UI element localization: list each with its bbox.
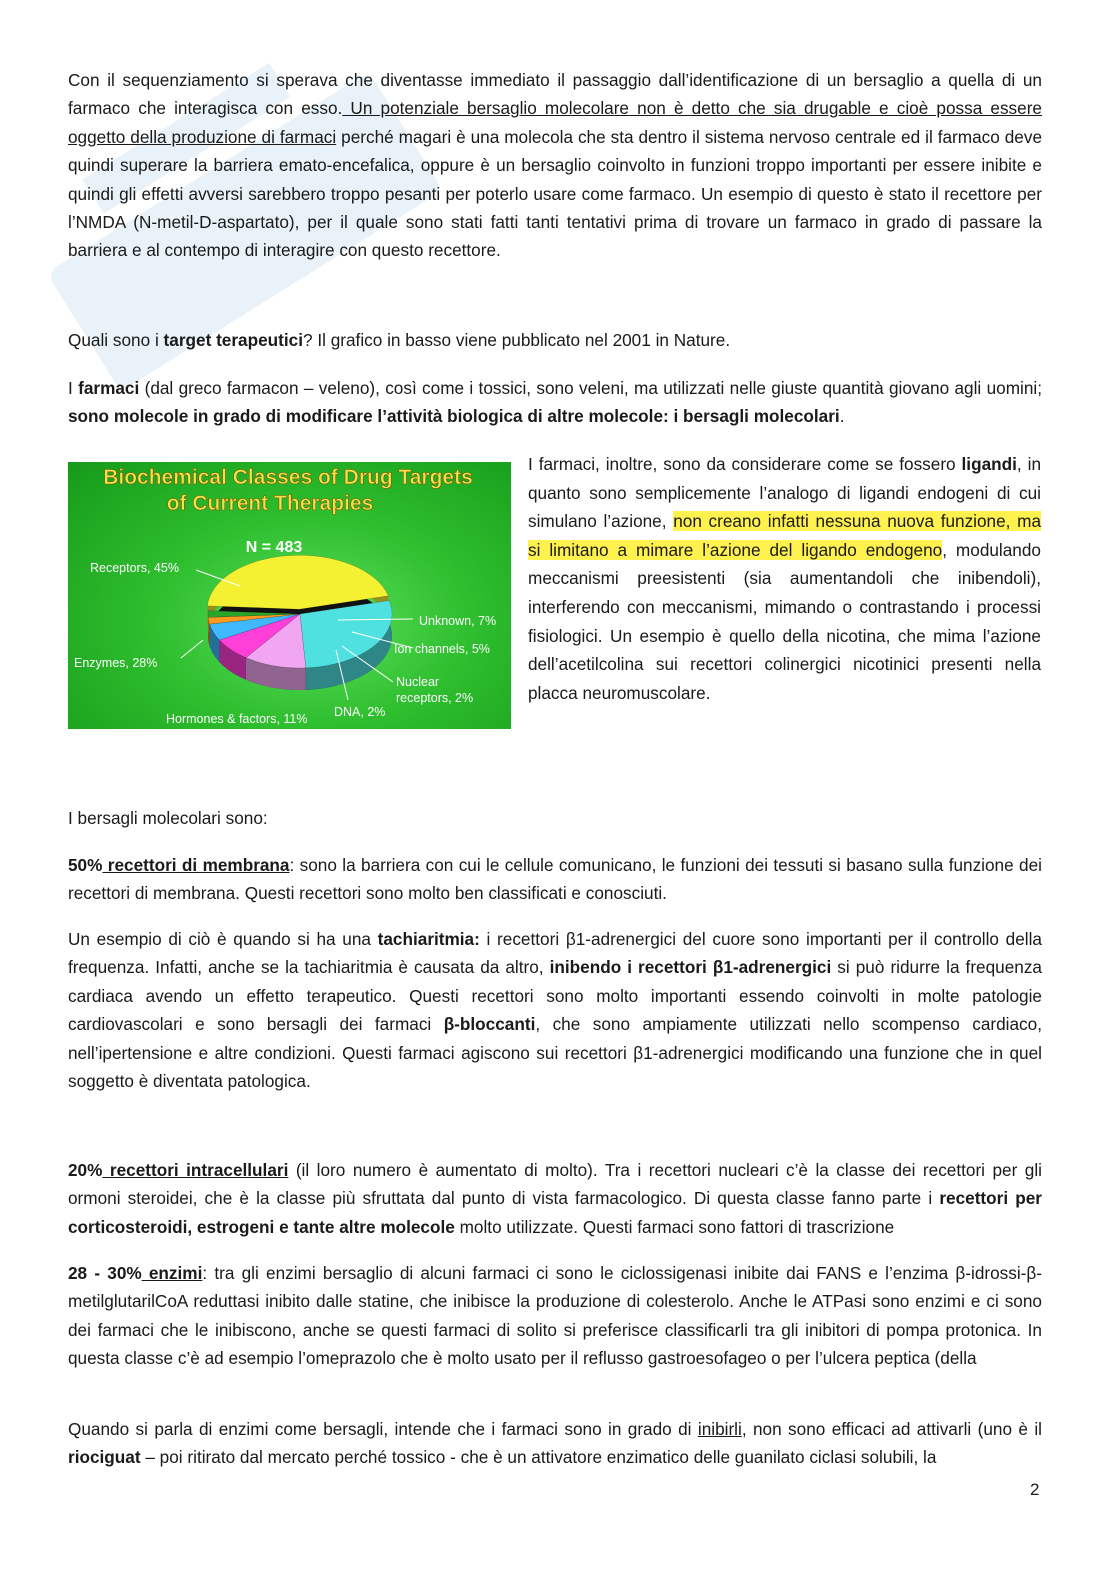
paragraph-target-question: Quali sono i target terapeutici? Il grafico in basso viene pubblicato nel 2001 in Nature. bbox=[68, 330, 731, 350]
label-nuclear-line1: Nuclear bbox=[396, 675, 440, 689]
label-enzymes: Enzymes, 28% bbox=[74, 656, 158, 670]
leader-line-enzymes bbox=[181, 640, 203, 658]
paragraph-bersagli-intro: I bersagli molecolari sono: bbox=[68, 808, 268, 828]
label-receptors: Receptors, 45% bbox=[90, 561, 179, 575]
label-hormones: Hormones & factors, 11% bbox=[166, 712, 308, 726]
page-number: 2 bbox=[1030, 1480, 1040, 1499]
pie-chart-svg bbox=[68, 462, 511, 729]
paragraph-tachiaritmia: Un esempio di ciò è quando si ha una tachiaritmia: i recettori β1-adrenergici del cuore sono importanti per il controllo della frequenza. Infatti, anche se la tachiaritmia è causata da altro, inibendo i recettori β1-adrenergici si può ridurre la frequenza cardiaca avendo un effetto terapeutico. Questi recettori sono molto importanti essendo coinvolti in molte patologie cardiovascolari e sono bersagli dei farmaci β-bloccanti, che sono ampiamente utilizzati nello scompenso cardiaco, nell’ipertensione e altre condizioni. Questi farmaci agiscono sui recettori β1-adrenergici modificando una funzione che in quel soggetto è diventata patologica. bbox=[68, 929, 1042, 1092]
label-unknown: Unknown, 7% bbox=[419, 614, 497, 628]
paragraph-ligandi: I farmaci, inoltre, sono da considerare come se fossero ligandi, in quanto sono semplicemente l’analogo di ligandi endogeni di cui simulano l’azione, non creano infatti nessuna nuova funzione, ma si limitano a mimare l’azione del ligando endogeno, modulando meccanismi preesistenti (sia aumentandoli che inibendoli), interferendo con meccanismi, mimando o contrastando i processi fisiologici. Un esempio è quello della nicotina, che mima l’azione dell’acetilcolina sui recettori colinergici nicotinici presenti nella placca neuromuscolare. bbox=[528, 454, 1041, 703]
figure-title-line2: of Current Therapies bbox=[166, 492, 374, 515]
paragraph-enzimi-bersagli: Quando si parla di enzimi come bersagli, intende che i farmaci sono in grado di inibirli, non sono efficaci ad attivarli (uno è il riociguat – poi ritirato dal mercato perché tossico - che è un attivatore enzimatico delle guanilato ciclasi solubili, la bbox=[68, 1419, 1042, 1468]
paragraph-sequencing: Con il sequenziamento si sperava che diventasse immediato il passaggio dall’identificazione di un bersaglio a quella di un farmaco che interagisca con esso. Un potenziale bersaglio molecolare non è detto che sia drugable e cioè possa essere oggetto della produzione di farmaci perché magari è una molecola che sta dentro il sistema nervoso centrale ed il farmaco deve quindi superare la barriera emato-encefalica, oppure è un bersaglio coinvolto in funzioni troppo importanti per essere inibite e quindi gli effetti avversi sarebbero troppo pesanti per poterlo usare come farmaco. Un esempio di questo è stato il recettore per l’NMDA (N-metil-D-aspartato), per il quale sono stati fatti tanti tentativi prima di trovare un farmaco in grado di passare la barriera e al contempo di interagire con questo recettore. bbox=[68, 70, 1042, 261]
paragraph-farmaci-definition: I farmaci (dal greco farmacon – veleno), così come i tossici, sono veleni, ma utilizzati nelle giuste quantità giovano agli uomini; sono molecole in grado di modificare l’attività biologica di altre molecole: i bersagli molecolari. bbox=[68, 378, 1042, 427]
label-dna: DNA, 2% bbox=[334, 705, 386, 719]
figure-title-line1: Biochemical Classes of Drug Targets bbox=[103, 466, 473, 489]
paragraph-recettori-membrana: 50% recettori di membrana: sono la barriera con cui le cellule comunicano, le funzioni dei tessuti si basano sulla funzione dei recettori di membrana. Questi recettori sono molto ben classificati e conosciuti. bbox=[68, 855, 1042, 904]
figure-n-label: N = 483 bbox=[245, 539, 303, 556]
label-ion-channels: Ion channels, 5% bbox=[394, 642, 490, 656]
label-nuclear-line2: receptors, 2% bbox=[396, 691, 474, 705]
drug-targets-pie-figure bbox=[68, 462, 511, 729]
paragraph-enzimi: 28 - 30% enzimi: tra gli enzimi bersaglio di alcuni farmaci ci sono le ciclossigenasi inibite dai FANS e l’enzima β-idrossi-β-metilglutarilCoA reduttasi inibito dalle statine, che inibisce la produzione di colesterolo. Anche le ATPasi sono enzimi e ci sono dei farmaci che le inibiscono, anche se questi farmaci di solito si preferisce classificarli tra gli inibitori di pompa protonica. In questa classe c’è ad esempio l’omeprazolo che è molto usato per il reflusso gastroesofageo o per l’ulcera peptica (della bbox=[68, 1263, 1042, 1369]
paragraph-recettori-intracellulari: 20% recettori intracellulari (il loro numero è aumentato di molto). Tra i recettori nucleari c’è la classe dei recettori per gli ormoni steroidei, che è la classe più sfruttata dal punto di vista farmacologico. Di questa classe fanno parte i recettori per corticosteroidi, estrogeni e tante altre molecole molto utilizzate. Questi farmaci sono fattori di trascrizione bbox=[68, 1160, 1042, 1237]
